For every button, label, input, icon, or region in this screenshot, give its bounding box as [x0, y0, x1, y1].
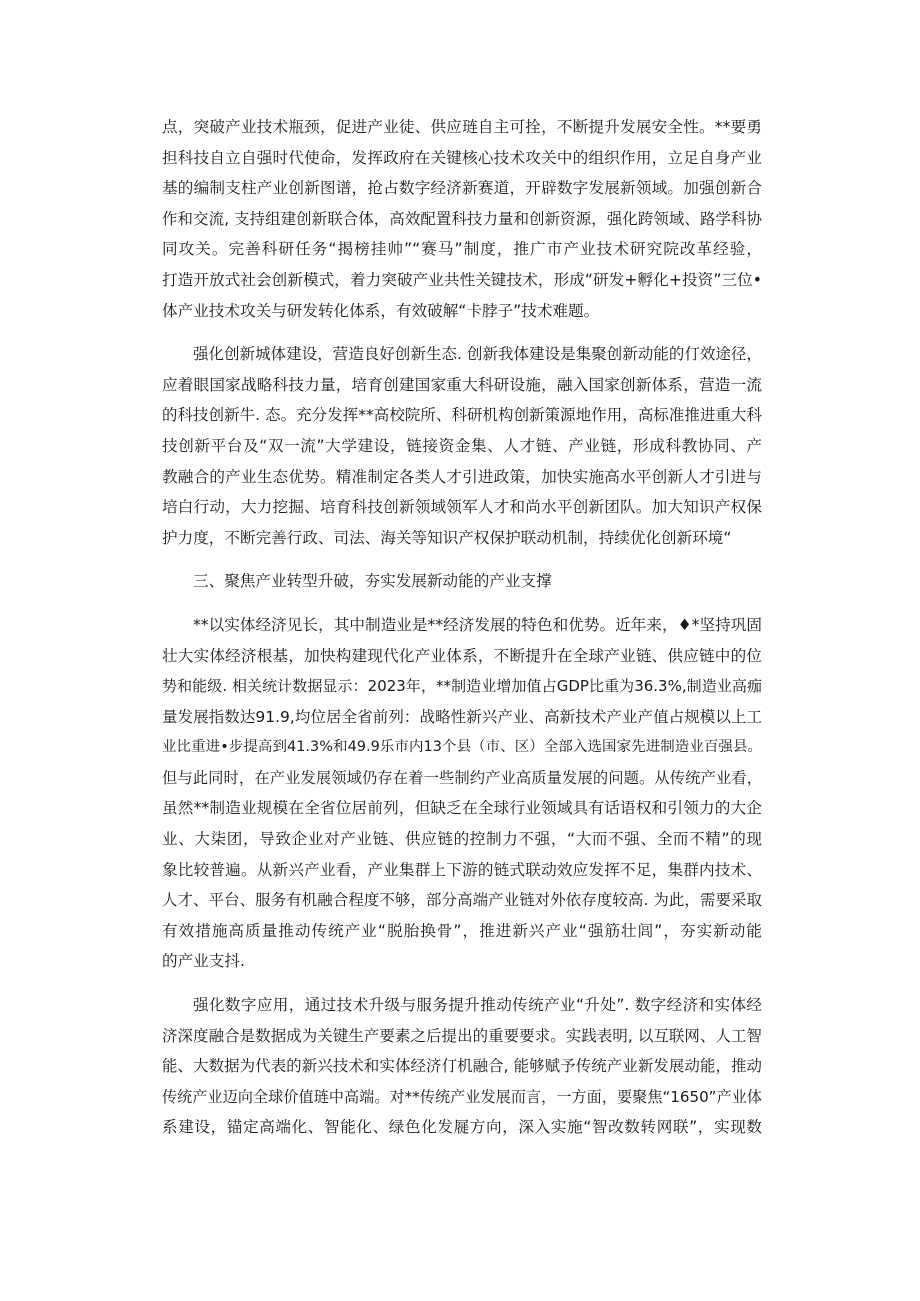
text-line: 的产业支抖.: [162, 952, 245, 971]
text-line: 点，突破产业技术瓶颈，促进产业徒、供应琏自主可拴，不断提升发展安全性。**要勇: [162, 118, 762, 136]
text-line: 基的编制支柱产业创新图谱，抢占数字经济新赛道，开辟数字发展新领域。加强创新合: [162, 179, 762, 198]
text-line: 强化创新城体建设，营造良好创新生态. 创新我体建设是集聚创新动能的仃效途径，: [193, 345, 762, 364]
text-line: 应着眼国家战略科技力量，培育创建国家重大科研设施，融入国家创新体系，营造一流: [162, 375, 762, 394]
text-line: 虽然**制造业规模在全省位居前列，但缺乏在全球行业领域具有话语权和引领力的大企: [162, 799, 762, 818]
text-line: 培白行动，大力挖掘、培育科技创新领域领军人才和尚水平创新团队。加大知识产权保: [162, 498, 762, 517]
text-line: 势和能级. 相关统计数据显示：2023年，**制造业增加值占GDP比重为36.3%,制造业高痂: [162, 677, 762, 696]
heading-text: 三、聚焦产业转型升破，夯实发展新动能的产业支撑: [193, 572, 552, 591]
text-line: 人才、平台、服务有机融合程度不够，部分高端产业链对外依存度较高. 为此，需要采取: [162, 891, 762, 910]
text-line: 作和交流, 支持组建创新联合体，高效配置科技力量和创新资源，强化跨领域、路学科协: [162, 209, 762, 228]
paragraph-continuation: [162, 112, 762, 326]
paragraph-industry-support: [162, 610, 762, 977]
text-line: 护力度，不断完善行政、司法、海关等知识产权保护联动机制，持续优化创新环境“: [162, 528, 732, 547]
document-body: [162, 112, 762, 1156]
text-line: 体产业技术攻关与研发转化体系，有效破解“卡脖子”技术难题。: [162, 301, 600, 320]
paragraph-innovation-ecosystem: [162, 339, 762, 553]
text-line: 的科技创新牛. 态。充分发挥**高校院所、科研机构创新策源地作用，高标准推进重大科: [162, 406, 762, 425]
text-line: 业、大柒团，导致企业对产业链、供应链的控制力不强，“大而不强、全而不精”的现: [162, 830, 762, 849]
paragraph-digital-application: [162, 990, 762, 1143]
text-line: 量发展指数达91.9,均位居全省前列：战略性新兴产业、高新技术产业产值占规模以上工: [162, 707, 762, 726]
text-line: 打造开放式社会创新模式，着力突破产业共性关键技术，形成“研发+孵化+投资”三位•: [162, 270, 762, 289]
text-line: 同攻关。完善科研任务“揭榜挂帅”“赛马”制度，推广市产业技术研究院改革经验，: [162, 240, 762, 259]
text-line: 强化数字应用，通过技术升级与服务提升推动传统产业“升处”. 数字经济和实体经: [193, 996, 762, 1015]
text-line: 传统产业迈向全球价值琏中高端。对**传统产业发展而言，一方面，要聚焦“1650”产业体: [162, 1087, 762, 1106]
text-line: 有效措施高质量推动传统产业“脱胎换骨”，推进新兴产业“强筋壮闾”，夯实新动能: [162, 921, 762, 940]
text-line: 担科技自立自强时代使命，发挥政府在关键核心技术攻关中的组织作用，立足自身产业: [162, 148, 762, 167]
text-line: 济深度融合是数据成为关键生产要素之后提出的重要要求。实践表明, 以互联网、人工智: [162, 1026, 762, 1045]
text-line: **以实体经济见长，其中制造业是**经济发展的特色和优势。近年来，♦*坚持巩固: [193, 615, 762, 634]
text-line: 系建设，锚定高端化、智能化、绿色化发屣方向，深入实施“智改数转网联”，实现数: [162, 1118, 762, 1137]
text-line: 业比重进•步提高到41.3%和49.9乐市内13个县（市、区）全部入选国家先进制造业百强县。: [162, 739, 762, 756]
text-line: 技创新平台及“双一流”大学建设，链接资金集、人才链、产业链，形成科教协同、产: [162, 436, 762, 455]
text-line: 但与此同时，在产业发展领域仍存在着一些制约产业高质量发展的问题。从传统产业看，: [162, 768, 762, 787]
text-line: 能、大数据为代表的新兴技术和实体经济仃机融合, 能够赋予传统产业新发展动能，推动: [162, 1057, 762, 1076]
text-line: 象比较普遍。从新兴产业看，产业集群上下游的链式联动效应发挥不足，集群内技术、: [162, 860, 762, 879]
text-line: 教融合的产业生态优势。精准制定各类人才引进政策，加快实施高水平创新人才引进与: [162, 467, 762, 486]
section-heading: [162, 566, 762, 597]
text-line: 壮大实体经济根基，加快构建现代化产业体系，不断提升在全球产业链、供应链中的位: [162, 646, 762, 665]
